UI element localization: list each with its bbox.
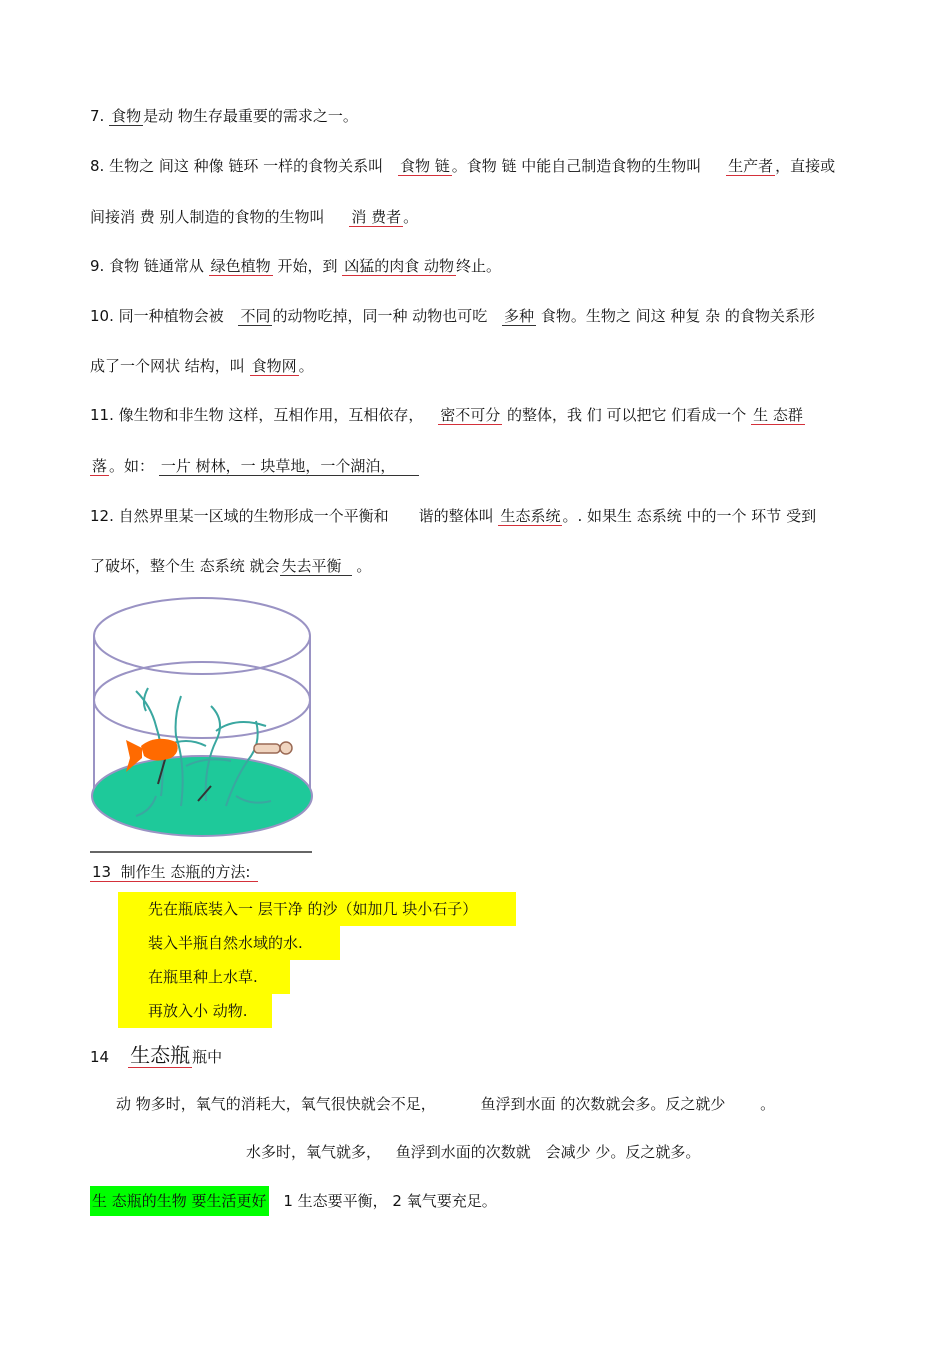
q10-line-2 bbox=[90, 356, 314, 376]
q9-text-2: 开始，到 bbox=[277, 257, 338, 275]
q13-heading bbox=[90, 863, 258, 882]
q7-number: 7. bbox=[90, 107, 105, 125]
q12-text-4: 。 bbox=[356, 557, 372, 575]
q9-text-1: 食物 链通常从 bbox=[109, 257, 204, 275]
q10-text-3: 食物。生物之 间这 种复 杂 的食物关系形 bbox=[540, 307, 815, 325]
q12-text-1: 自然界里某一区域的生物形成一个平衡和 bbox=[118, 507, 389, 525]
q11-number: 11. bbox=[90, 406, 114, 424]
q14-line-1 bbox=[116, 1094, 775, 1114]
q10-answer-2: 多种 bbox=[504, 307, 535, 325]
q14-text-1a: 动 物多时，氧气的消耗大，氧气很快就会不足， bbox=[116, 1095, 436, 1113]
q8-answer-2: 生产者 bbox=[728, 157, 774, 175]
q13-title: 制作生 态瓶的方法: bbox=[120, 863, 251, 881]
q14-text-2b: 鱼浮到水面的次数就 bbox=[395, 1143, 531, 1161]
q10-line-1 bbox=[90, 306, 815, 326]
q14-title-suffix: 瓶中 bbox=[192, 1048, 223, 1066]
q8-answer-1: 食物 链 bbox=[399, 157, 450, 175]
q10-number: 10. bbox=[90, 307, 114, 325]
q14-heading bbox=[90, 1042, 222, 1070]
q8-line-2 bbox=[90, 207, 418, 227]
q8-text-5: 。 bbox=[403, 208, 419, 226]
q11-answer-1: 密不可分 bbox=[440, 406, 501, 424]
q11-text-3: 。如： bbox=[109, 457, 155, 475]
q11-line-2 bbox=[90, 456, 419, 476]
q10-text-5: 。 bbox=[298, 357, 314, 375]
q8-text-2: 。食物 链 中能自己制造食物的生物叫 bbox=[451, 157, 702, 175]
q11-line-1 bbox=[90, 405, 805, 425]
q12-answer-1: 生态系统 bbox=[500, 507, 561, 525]
q11-text-1: 像生物和非生物 这样，互相作用，互相依存， bbox=[118, 406, 424, 424]
q13-step-2: 装入半瓶自然水域的水. bbox=[118, 926, 340, 960]
q11-answer-2a: 生 态群 bbox=[753, 406, 803, 424]
q12-text-2: 。. 如果生 态系统 中的一个 环节 受到 bbox=[562, 507, 817, 525]
snail-icon bbox=[254, 742, 292, 754]
q12-text-1b: 谐的整体叫 bbox=[418, 507, 494, 525]
q14-text-2a: 水多时，氧气就多， bbox=[246, 1143, 382, 1161]
q12-text-3: 了破坏，整个生 态系统 就会 bbox=[90, 557, 280, 575]
q9-answer-2: 凶猛的肉食 动物 bbox=[344, 257, 455, 275]
q8-line-1 bbox=[90, 156, 835, 176]
q8-answer-3: 消 费者 bbox=[351, 208, 402, 226]
eco-bottle-illustration bbox=[86, 596, 316, 854]
q14-text-2c: 会减少 少。反之就多。 bbox=[545, 1143, 701, 1161]
q10-answer-1: 不同 bbox=[240, 307, 271, 325]
q8-text-4: 间接消 费 别人制造的食物的生物叫 bbox=[90, 208, 325, 226]
q14-line-2 bbox=[246, 1142, 700, 1162]
q14-text-1b: 鱼浮到水面 的次数就会多。反之就少 bbox=[480, 1095, 726, 1113]
q10-text-4: 成了一个网状 结构，叫 bbox=[90, 357, 245, 375]
q9-line bbox=[90, 256, 501, 276]
q7-text: 是动 物生存最重要的需求之一。 bbox=[143, 107, 358, 125]
q12-line-1 bbox=[90, 506, 816, 526]
q10-answer-3: 食物网 bbox=[251, 357, 297, 375]
q10-text-1: 同一种植物会被 bbox=[118, 307, 224, 325]
q12-line-2 bbox=[90, 556, 371, 576]
q14-text-1c: 。 bbox=[760, 1095, 776, 1113]
q7-line bbox=[90, 106, 358, 126]
q9-answer-1: 绿色植物 bbox=[210, 257, 271, 275]
q13-line bbox=[90, 862, 258, 882]
q13-step-4: 再放入小 动物. bbox=[118, 994, 272, 1028]
q7-answer: 食物 bbox=[111, 107, 142, 125]
q12-number: 12. bbox=[90, 507, 114, 525]
q11-examples: 一片 树林，一 块草地，一个湖泊， bbox=[159, 457, 420, 476]
q14-title: 生态瓶 bbox=[130, 1043, 191, 1067]
q8-text-1: 生物之 间这 种像 链环 一样的食物关系叫 bbox=[109, 157, 384, 175]
q8-text-3: ，直接或 bbox=[775, 157, 836, 175]
q13-step-3: 在瓶里种上水草. bbox=[118, 960, 290, 994]
q14-text-3: 1 生态要平衡， 2 氧气要充足。 bbox=[283, 1192, 497, 1210]
q14-highlight: 生 态瓶的生物 要生活更好 bbox=[90, 1186, 269, 1216]
q13-number: 13 bbox=[92, 863, 112, 881]
q9-number: 9. bbox=[90, 257, 105, 275]
q14-line-3 bbox=[90, 1184, 497, 1218]
q11-answer-2b: 落 bbox=[92, 457, 108, 475]
q11-text-2: 的整体，我 们 可以把它 们看成一个 bbox=[507, 406, 747, 424]
q13-step-1: 先在瓶底装入一 层干净 的沙（如加几 块小石子） bbox=[118, 892, 516, 926]
q14-number: 14 bbox=[90, 1048, 110, 1066]
q10-text-2: 的动物吃掉，同一种 动物也可吃 bbox=[272, 307, 488, 325]
q8-number: 8. bbox=[90, 157, 105, 175]
q12-answer-2: 失去平衡 bbox=[280, 557, 352, 576]
q9-text-3: 终止。 bbox=[456, 257, 502, 275]
